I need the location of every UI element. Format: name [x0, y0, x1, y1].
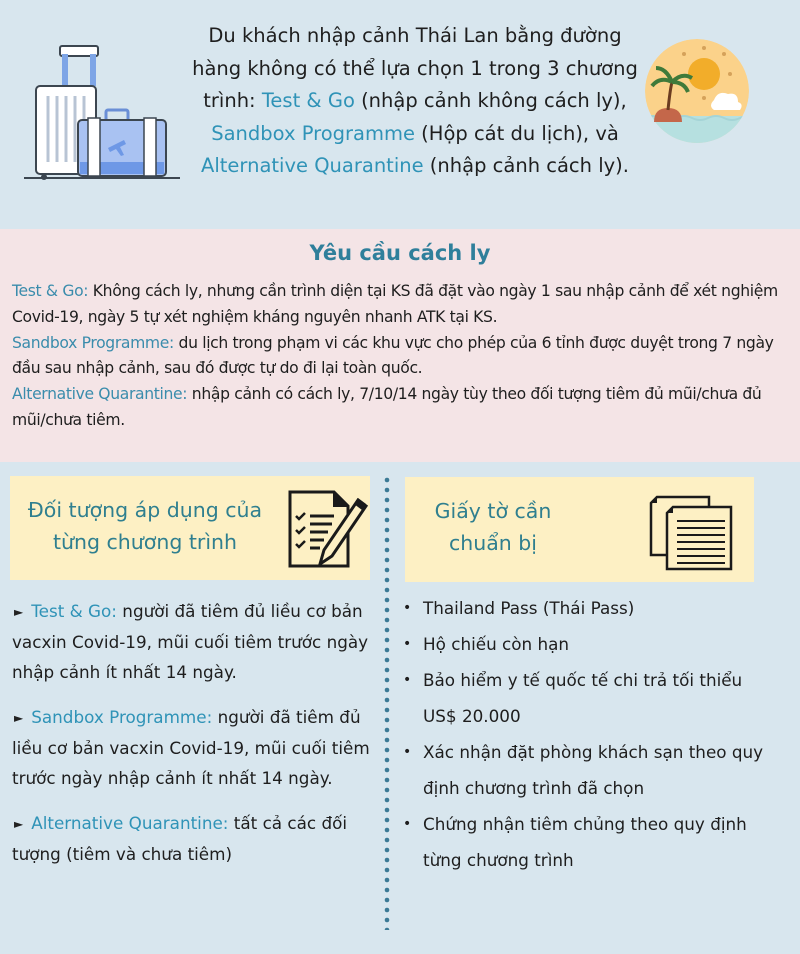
dotted-divider: [384, 475, 390, 930]
dot-bullet-icon: •: [403, 816, 412, 832]
triangle-bullet-icon: ►: [14, 711, 24, 725]
triangle-bullet-icon: ►: [14, 817, 24, 831]
documents-title: Giấy tờ cần chuẩn bị: [434, 499, 552, 555]
dot-bullet-icon: •: [403, 672, 412, 688]
eligibility-item: ► Test & Go: người đã tiêm đủ liều cơ bản vacxin Covid-19, mũi cuối tiêm trước ngày nhập cảnh ít nhất 14 ngày.: [12, 601, 369, 682]
intro-section: [0, 0, 800, 229]
eligibility-item: ► Sandbox Programme: người đã tiêm đủ liều cơ bản vacxin Covid-19, mũi cuối tiêm trước ngày nhập cảnh ít nhất 14 ngày.: [12, 707, 370, 788]
section-title: Yêu cầu cách ly: [309, 241, 491, 265]
tropical-beach-icon: [644, 38, 750, 144]
program-name-alternative-quarantine: Alternative Quarantine: [201, 154, 424, 177]
triangle-bullet-icon: ►: [14, 605, 24, 619]
document-item: • Chứng nhận tiêm chủng theo quy định từng chương trình: [398, 806, 778, 878]
dot-bullet-icon: •: [403, 744, 412, 760]
document-item: • Xác nhận đặt phòng khách sạn theo quy định chương trình đã chọn: [398, 734, 778, 806]
requirement-item: Alternative Quarantine: nhập cảnh có cách ly, 7/10/14 ngày tùy theo đối tượng tiêm đủ mũi/chưa đủ mũi/chưa tiêm.: [12, 385, 762, 429]
documents-list: [398, 590, 778, 878]
eligibility-title: Đối tượng áp dụng của từng chương trình: [27, 498, 263, 554]
document-item: • Hộ chiếu còn hạn: [398, 626, 778, 662]
document-item: • Thailand Pass (Thái Pass): [398, 590, 778, 626]
intro-text: Du khách nhập cảnh Thái Lan bằng đường hàng không có thể lựa chọn 1 trong 3 chương trình: Test & Go (nhập cảnh không cách ly), Sandbox Programme (Hộp cát du lịch), và Alternative Quarantine (nhập cảnh cách ly).: [192, 24, 638, 177]
program-name-sandbox: Sandbox Programme: [211, 121, 415, 145]
quarantine-requirements-list: [12, 279, 792, 434]
documents-icon: [649, 487, 739, 571]
quarantine-requirements-section: [0, 229, 800, 462]
eligibility-header-box: [10, 476, 370, 580]
requirement-item: Sandbox Programme: du lịch trong phạm vi các khu vực cho phép của 6 tỉnh được duyệt trong 7 ngày đầu sau nhập cảnh, sau đó được tự do đi lại toàn quốc.: [12, 333, 774, 378]
eligibility-list: [12, 596, 372, 884]
requirement-item: Test & Go: Không cách ly, nhưng cần trình diện tại KS đã đặt vào ngày 1 sau nhập cảnh để xét nghiệm Covid-19, ngày 5 tự xét nghiệm kháng nguyên nhanh ATK tại KS.: [12, 282, 778, 326]
checklist-pen-icon: [282, 486, 370, 570]
dot-bullet-icon: •: [403, 600, 412, 616]
document-item: • Bảo hiểm y tế quốc tế chi trả tối thiểu US$ 20.000: [398, 662, 778, 734]
luggage-icon: [22, 44, 182, 184]
documents-header-box: [405, 477, 754, 582]
program-name-test-go: Test & Go: [261, 89, 355, 112]
eligibility-item: ► Alternative Quarantine: tất cả các đối tượng (tiêm và chưa tiêm): [12, 813, 348, 864]
dot-bullet-icon: •: [403, 636, 412, 652]
